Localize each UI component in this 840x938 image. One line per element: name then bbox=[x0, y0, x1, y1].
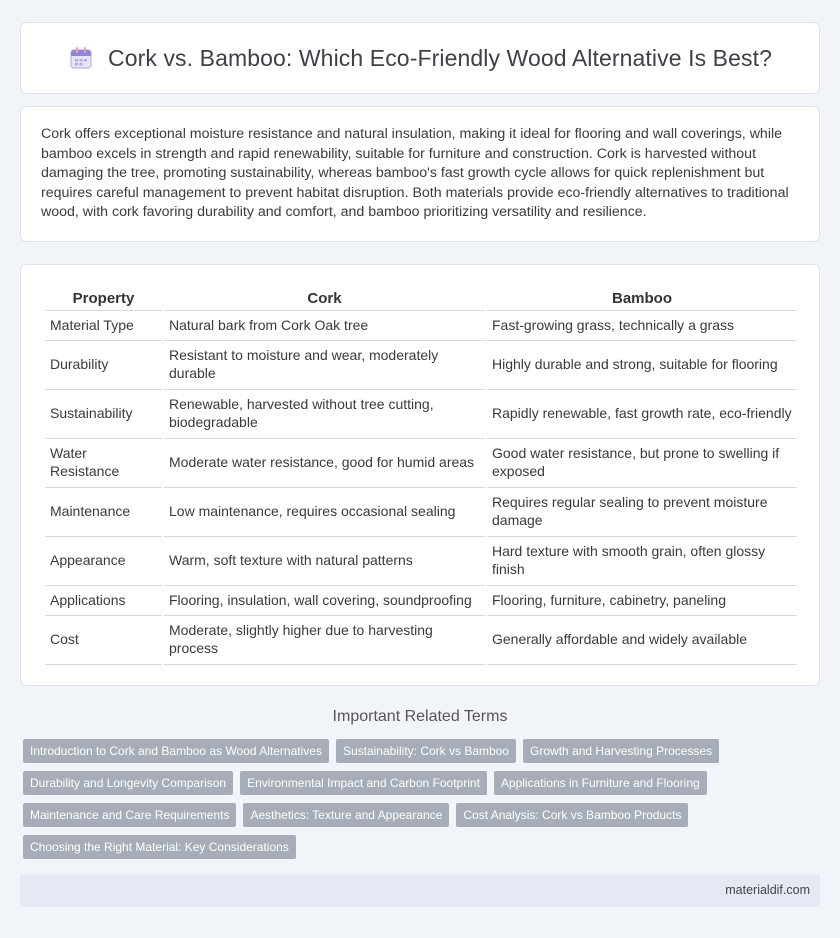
related-term-tag[interactable]: Aesthetics: Texture and Appearance bbox=[243, 803, 449, 827]
calendar-icon bbox=[68, 45, 94, 71]
table-row bbox=[45, 390, 797, 439]
tag-row bbox=[23, 803, 823, 827]
related-terms-tags bbox=[23, 739, 823, 867]
comparison-table bbox=[43, 285, 799, 665]
header-bamboo: Bamboo bbox=[487, 285, 797, 311]
cell-property: Cost bbox=[45, 616, 162, 665]
page-title: Cork vs. Bamboo: Which Eco-Friendly Wood Alternative Is Best? bbox=[108, 44, 772, 71]
header-cork: Cork bbox=[164, 285, 485, 311]
table-row bbox=[45, 537, 797, 586]
intro-text: Cork offers exceptional moisture resistance and natural insulation, making it ideal for flooring and wall coverings, while bamboo excels in strength and rapid renewability, suitable for furniture and construction. Cork is harvested without damaging the tree, promoting sustainability, whereas bamboo's fast growth cycle allows for quick replenishment but requires careful management to prevent habitat disruption. Both materials provide eco-friendly alternatives to traditional wood, with cork favoring durability and comfort, and bamboo prioritizing versatility and resilience. bbox=[41, 126, 789, 221]
cell-cork: Resistant to moisture and wear, moderately durable bbox=[164, 341, 485, 390]
table-header-row bbox=[45, 285, 797, 311]
table-row bbox=[45, 439, 797, 488]
related-term-tag[interactable]: Choosing the Right Material: Key Considerations bbox=[23, 835, 296, 859]
cell-property: Appearance bbox=[45, 537, 162, 586]
table-row bbox=[45, 616, 797, 665]
cell-bamboo: Flooring, furniture, cabinetry, paneling bbox=[487, 586, 797, 616]
cell-cork: Moderate water resistance, good for humid areas bbox=[164, 439, 485, 488]
cell-property: Sustainability bbox=[45, 390, 162, 439]
header-property: Property bbox=[45, 285, 162, 311]
table-row bbox=[45, 311, 797, 341]
footer bbox=[20, 874, 820, 907]
related-term-tag[interactable]: Environmental Impact and Carbon Footprint bbox=[240, 771, 487, 795]
cell-bamboo: Requires regular sealing to prevent moisture damage bbox=[487, 488, 797, 537]
intro-card bbox=[20, 106, 820, 242]
cell-property: Water Resistance bbox=[45, 439, 162, 488]
cell-cork: Moderate, slightly higher due to harvesting process bbox=[164, 616, 485, 665]
cell-cork: Natural bark from Cork Oak tree bbox=[164, 311, 485, 341]
cell-bamboo: Good water resistance, but prone to swelling if exposed bbox=[487, 439, 797, 488]
cell-property: Applications bbox=[45, 586, 162, 616]
cell-cork: Warm, soft texture with natural patterns bbox=[164, 537, 485, 586]
tag-row bbox=[23, 771, 823, 795]
related-term-tag[interactable]: Applications in Furniture and Flooring bbox=[494, 771, 707, 795]
related-terms-title: Important Related Terms bbox=[332, 708, 508, 725]
cell-property: Maintenance bbox=[45, 488, 162, 537]
table-row bbox=[45, 488, 797, 537]
cell-cork: Low maintenance, requires occasional sealing bbox=[164, 488, 485, 537]
tag-row bbox=[23, 739, 823, 763]
related-term-tag[interactable]: Introduction to Cork and Bamboo as Wood Alternatives bbox=[23, 739, 329, 763]
footer-site-link[interactable]: materialdif.com bbox=[725, 883, 810, 897]
related-term-tag[interactable]: Sustainability: Cork vs Bamboo bbox=[336, 739, 516, 763]
table-row bbox=[45, 341, 797, 390]
related-term-tag[interactable]: Durability and Longevity Comparison bbox=[23, 771, 233, 795]
cell-bamboo: Generally affordable and widely available bbox=[487, 616, 797, 665]
table-row bbox=[45, 586, 797, 616]
cell-property: Material Type bbox=[45, 311, 162, 341]
cell-property: Durability bbox=[45, 341, 162, 390]
cell-bamboo: Highly durable and strong, suitable for flooring bbox=[487, 341, 797, 390]
title-wrap bbox=[68, 45, 772, 72]
tag-row bbox=[23, 835, 823, 859]
related-term-tag[interactable]: Growth and Harvesting Processes bbox=[523, 739, 719, 763]
cell-cork: Flooring, insulation, wall covering, soundproofing bbox=[164, 586, 485, 616]
cell-cork: Renewable, harvested without tree cutting, biodegradable bbox=[164, 390, 485, 439]
cell-bamboo: Hard texture with smooth grain, often glossy finish bbox=[487, 537, 797, 586]
comparison-table-card bbox=[20, 264, 820, 686]
cell-bamboo: Rapidly renewable, fast growth rate, eco-friendly bbox=[487, 390, 797, 439]
header-card bbox=[20, 22, 820, 94]
related-term-tag[interactable]: Cost Analysis: Cork vs Bamboo Products bbox=[456, 803, 688, 827]
cell-bamboo: Fast-growing grass, technically a grass bbox=[487, 311, 797, 341]
related-term-tag[interactable]: Maintenance and Care Requirements bbox=[23, 803, 236, 827]
